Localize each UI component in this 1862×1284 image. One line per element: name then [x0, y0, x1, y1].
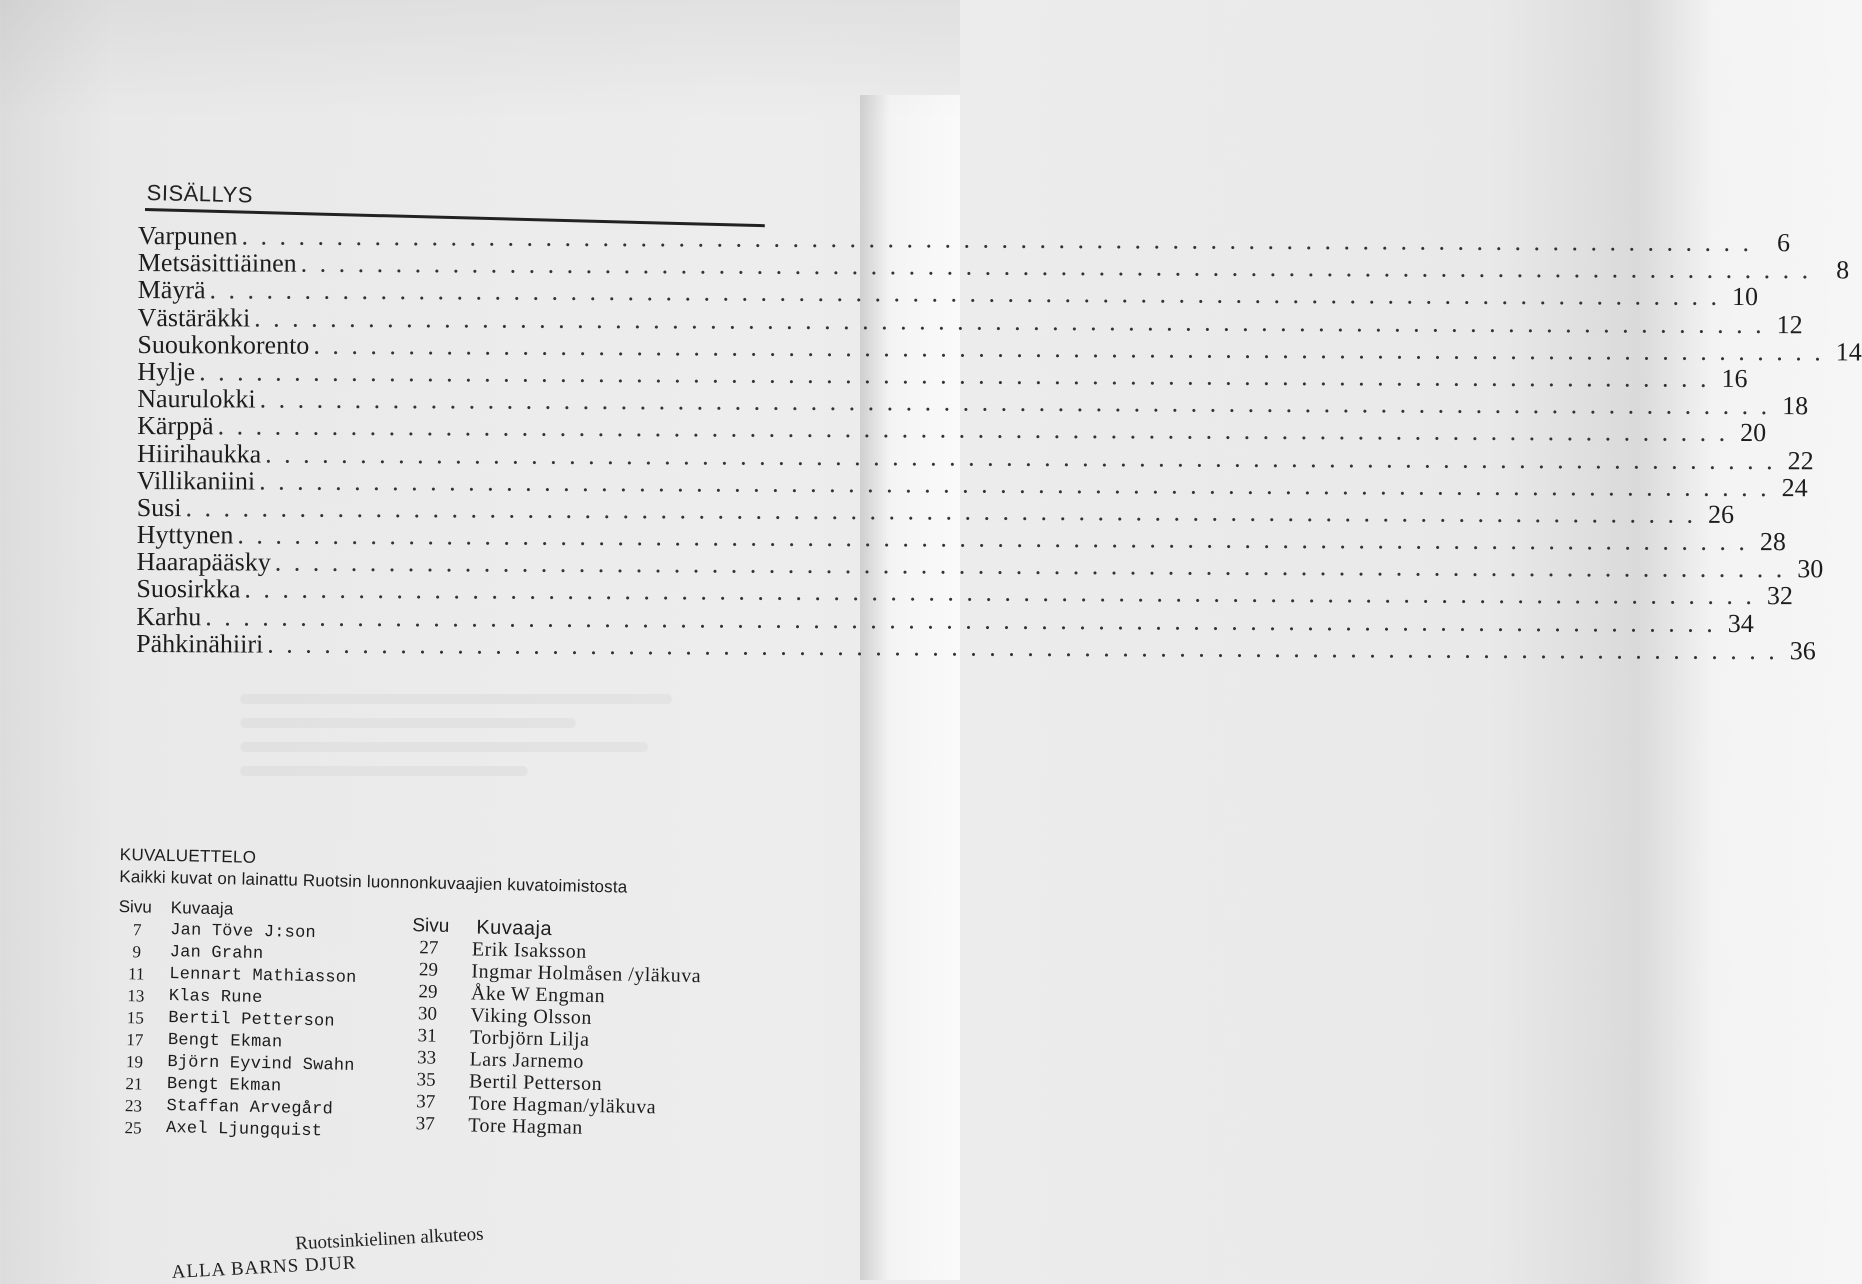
toc-entry	[136, 520, 1786, 557]
credit-row	[114, 1117, 394, 1145]
toc-entry	[136, 628, 1816, 666]
toc-entry-page: 30	[1797, 554, 1824, 584]
credit-page-number: 21	[125, 1074, 143, 1094]
credits-subtitle: Kaikki kuvat on lainattu Ruotsin luonnonkuvaajien kuvatoimistosta	[119, 866, 628, 897]
credit-photographer: Tore Hagman/yläkuva	[468, 1092, 657, 1119]
credit-photographer: Axel Ljungquist	[165, 1119, 323, 1142]
toc-entry-page: 32	[1766, 581, 1793, 611]
toc-leader-dots: . . . . . . . . . . . . . . . . . . . . . . . . . . . . . . . . . . . . . . . . . . . . . . . . . . . . . . . . . . . . . . . . . . . . . . . . . . . . . . . .	[259, 384, 1771, 421]
toc-leader-dots: . . . . . . . . . . . . . . . . . . . . . . . . . . . . . . . . . . . . . . . . . . . . . . . . . . . . . . . . . . . . . . . . . . . . . . . . . . . . . . . .	[259, 466, 1770, 502]
credit-photographer: Åke W Engman	[470, 982, 606, 1008]
credit-page-number: 37	[415, 1091, 436, 1113]
toc-entry-label: Hiirihaukka	[136, 438, 262, 469]
toc-entry-page: 6	[1777, 228, 1791, 258]
toc-entry	[137, 411, 1767, 448]
credit-photographer: Bertil Petterson	[468, 1070, 603, 1096]
credit-page-number: 13	[127, 986, 145, 1006]
show-through-text	[240, 680, 720, 830]
credit-photographer: Bengt Ekman	[167, 1031, 283, 1053]
credit-photographer: Lars Jarnemo	[469, 1048, 585, 1073]
credit-page-number: 35	[416, 1069, 436, 1091]
toc-leader-dots: . . . . . . . . . . . . . . . . . . . . . . . . . . . . . . . . . . . . . . . . . . . . . . . . . . . . . . . . . . . . . . . . . . . . . . . . . . . . . . . .	[237, 520, 1748, 557]
credit-photographer: Bengt Ekman	[166, 1075, 282, 1097]
credit-photographer: Viking Olsson	[470, 1004, 593, 1029]
toc-leader-dots: . . . . . . . . . . . . . . . . . . . . . . . . . . . . . . . . . . . . . . . . . . . . . . . . . . . . . . . . . . . . . . . . . . . . . . . . . . . . . . . .	[254, 303, 1765, 339]
credit-page-number: 17	[126, 1030, 144, 1050]
header-photographer: Kuvaaja	[170, 898, 234, 919]
header-page: Sivu	[412, 915, 450, 937]
toc-leader-dots: . . . . . . . . . . . . . . . . . . . . . . . . . . . . . . . . . . . . . . . . . . . . . . . . . . . . . . . . . . . . . . . . . . . . . . . . . . . . . . . .	[265, 439, 1776, 475]
toc-leader-dots: . . . . . . . . . . . . . . . . . . . . . . . . . . . . . . . . . . . . . . . . . . . . . . . . . . . . . . . . . . . . . . . . . . . . . . . . . . . . . . . .	[274, 547, 1786, 584]
toc-entry-page: 8	[1836, 255, 1850, 285]
toc-entry	[137, 329, 1862, 367]
toc-entry-page: 16	[1721, 363, 1748, 393]
toc-entry-label: Kärppä	[137, 411, 214, 441]
toc-entry	[137, 275, 1759, 312]
toc-entry-page: 22	[1787, 445, 1814, 475]
credit-page-number: 25	[124, 1118, 142, 1138]
credit-page-number: 15	[126, 1008, 145, 1028]
toc-entry	[137, 384, 1809, 421]
header-page: Sivu	[118, 896, 152, 917]
credit-photographer: Lennart Mathiasson	[169, 965, 357, 988]
toc-leader-dots: . . . . . . . . . . . . . . . . . . . . . . . . . . . . . . . . . . . . . . . . . . . . . . . . . . . . . . . . . . . . . . . . . . . . . . . . . . . . . . . .	[205, 601, 1716, 638]
credit-page-number: 19	[125, 1052, 144, 1072]
toc-entry-label: Hyttynen	[136, 520, 234, 550]
toc-entry-label: Metsäsittiäinen	[137, 248, 297, 278]
credit-photographer: Jan Grahn	[169, 943, 264, 965]
credit-photographer: Torbjörn Lilja	[469, 1026, 590, 1051]
credit-page-number: 23	[124, 1096, 143, 1116]
toc-entry-label: Pähkinähiiri	[136, 628, 264, 659]
toc-entry-page: 20	[1740, 418, 1767, 448]
toc-entry-page: 10	[1731, 282, 1759, 312]
toc-entry	[137, 302, 1803, 339]
credit-page-number: 29	[418, 981, 438, 1003]
toc-leader-dots: . . . . . . . . . . . . . . . . . . . . . . . . . . . . . . . . . . . . . . . . . . . . . . . . . . . . . . . . . . . . . . . . . . . . . . . . . . . . . . . .	[199, 357, 1710, 393]
toc-entry	[137, 248, 1850, 285]
credit-page-number: 29	[418, 959, 439, 981]
credits-left-column	[114, 897, 399, 1145]
toc-entry	[136, 492, 1735, 529]
footer-text	[170, 1219, 572, 1283]
toc-leader-dots: . . . . . . . . . . . . . . . . . . . . . . . . . . . . . . . . . . . . . . . . . . . . . . . . . . . . . . . . . . . . . . . . . . . . . . . . . . . . . . . .	[217, 411, 1729, 448]
toc-title: SISÄLLYS	[146, 180, 254, 208]
credit-photographer: Tore Hagman	[467, 1114, 584, 1139]
credit-photographer: Jan Töve J:son	[170, 921, 317, 944]
credit-page-number: 9	[132, 942, 142, 962]
toc-entry-label: Varpunen	[137, 221, 238, 251]
toc-leader-dots: . . . . . . . . . . . . . . . . . . . . . . . . . . . . . . . . . . . . . . . . . . . . . . . . . . . . . . . . . . . . . . . . . . . . . . . . . . . . . . . .	[313, 330, 1824, 367]
toc-entry-page: 24	[1781, 472, 1808, 502]
toc-entry-label: Villikaniini	[136, 465, 256, 496]
credit-photographer: Bertil Petterson	[168, 1009, 335, 1032]
toc-entry-label: Haarapääsky	[136, 547, 271, 577]
toc-entry-label: Mäyrä	[137, 275, 206, 305]
toc-entry	[136, 465, 1808, 502]
footer-line2: ALLA BARNS DJUR	[171, 1252, 357, 1283]
toc-entry-page: 34	[1727, 608, 1754, 638]
toc-entry-label: Hylje	[137, 356, 196, 387]
toc-entry-page: 28	[1759, 527, 1786, 557]
toc-entry-label: Karhu	[136, 601, 202, 631]
credit-photographer: Erik Isaksson	[471, 938, 587, 963]
credit-photographer: Staffan Arvegård	[166, 1097, 334, 1120]
toc-entry-label: Suoukonkorento	[137, 329, 310, 360]
credit-page-number: 27	[419, 937, 439, 959]
credit-page-number: 31	[417, 1025, 437, 1047]
toc-entry-label: Susi	[136, 492, 182, 523]
credit-photographer: Ingmar Holmåsen /yläkuva	[471, 960, 702, 988]
toc-entry	[137, 356, 1748, 393]
toc-entry-label: Suosirkka	[136, 574, 241, 604]
toc-entry-page: 14	[1835, 337, 1862, 367]
credits-right-column	[404, 915, 749, 1142]
toc-entry-page: 26	[1707, 499, 1735, 529]
page-curl-shadow	[0, 0, 960, 120]
toc-entry-page: 12	[1776, 309, 1803, 339]
toc-leader-dots: . . . . . . . . . . . . . . . . . . . . . . . . . . . . . . . . . . . . . . . . . . . . . . . . . . . . . . . . . . . . . . . . . . . . . . . . . . . . . . . .	[267, 629, 1778, 665]
toc-entry-label: Naurulokki	[137, 384, 256, 414]
toc-leader-dots: . . . . . . . . . . . . . . . . . . . . . . . . . . . . . . . . . . . . . . . . . . . . . . . . . . . . . . . . . . . . . . . . . . . . . . . . . . . . . . . .	[300, 248, 1812, 285]
toc-entry	[136, 601, 1754, 638]
toc-leader-dots: . . . . . . . . . . . . . . . . . . . . . . . . . . . . . . . . . . . . . . . . . . . . . . . . . . . . . . . . . . . . . . . . . . . . . . . . . . . . . . . .	[244, 574, 1755, 611]
credit-page-number: 33	[416, 1047, 437, 1069]
toc-entry	[136, 438, 1814, 475]
photo-credits	[118, 845, 760, 1142]
credit-page-number: 37	[415, 1113, 435, 1135]
toc-entry-page: 36	[1789, 636, 1816, 666]
toc-entry-page: 18	[1782, 391, 1809, 421]
toc-leader-dots: . . . . . . . . . . . . . . . . . . . . . . . . . . . . . . . . . . . . . . . . . . . . . . . . . . . . . . . . . . . . . . . . . . . . . . . . . . . . . . . .	[209, 275, 1721, 312]
credit-page-number: 11	[127, 964, 145, 984]
toc-leader-dots: . . . . . . . . . . . . . . . . . . . . . . . . . . . . . . . . . . . . . . . . . . . . . . . . . . . . . . . . . . . . . . . . . . . . . . . . . . . . . . . .	[185, 493, 1697, 529]
credit-page-number: 30	[417, 1003, 438, 1025]
credit-photographer: Björn Eyvind Swahn	[167, 1053, 355, 1076]
footer-line1: Ruotsinkielinen alkuteos	[294, 1223, 485, 1255]
toc-entry	[136, 547, 1824, 584]
credits-title: KUVALUETTELO	[119, 845, 257, 867]
toc-list	[136, 221, 1862, 666]
credit-photographer: Klas Rune	[168, 987, 263, 1009]
credit-page-number: 7	[132, 920, 142, 940]
header-photographer: Kuvaaja	[476, 916, 553, 941]
toc-entry-label: Västäräkki	[137, 302, 251, 333]
toc-leader-dots: . . . . . . . . . . . . . . . . . . . . . . . . . . . . . . . . . . . . . . . . . . . . . . . . . . . . . . . . . . . . . . . . . . . . . . . . . . . . . . . .	[241, 221, 1753, 258]
toc-entry	[137, 221, 1791, 258]
toc-entry	[136, 574, 1793, 611]
